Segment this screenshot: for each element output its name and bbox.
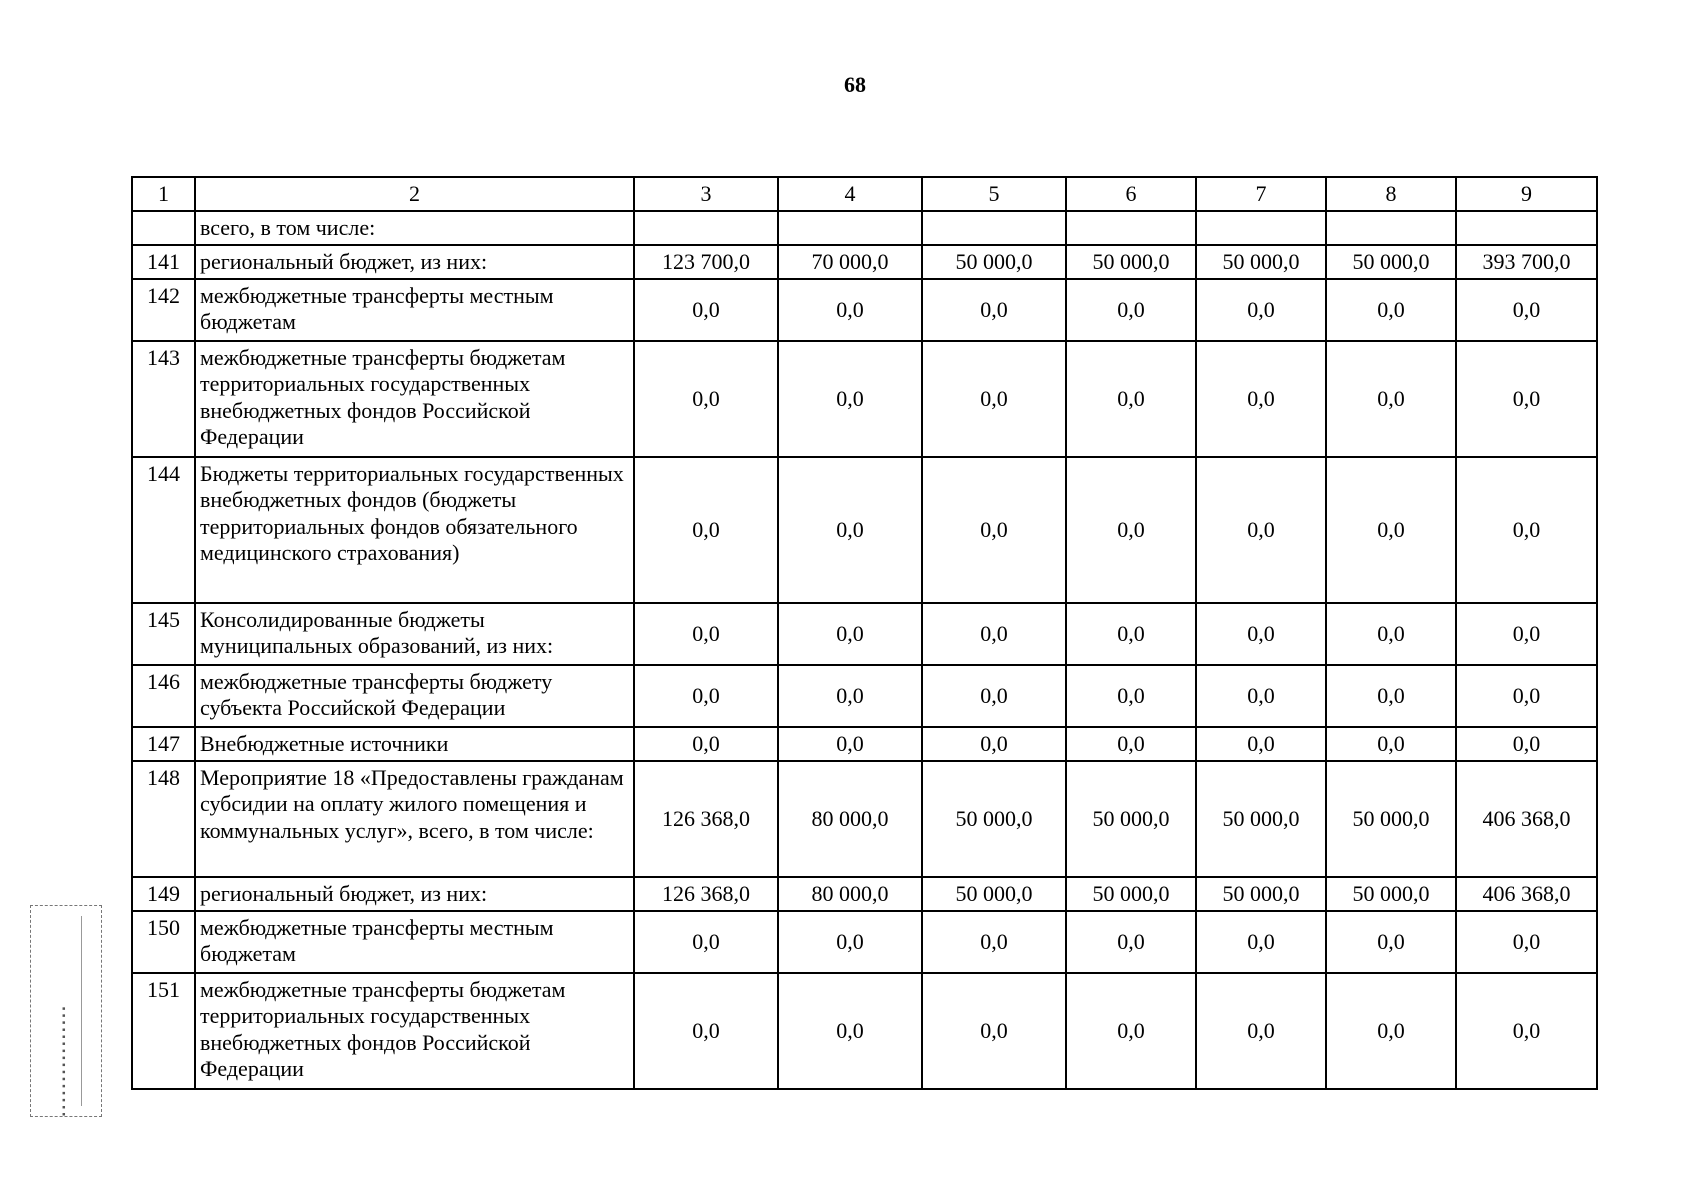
row-name: всего, в том числе:: [195, 211, 634, 245]
table-row: [132, 457, 1597, 603]
value-cell: 0,0: [922, 911, 1066, 973]
value-cell: 0,0: [634, 341, 778, 457]
header-cell: 8: [1326, 177, 1456, 211]
table-row: [132, 279, 1597, 341]
value-cell: 0,0: [778, 457, 922, 603]
value-cell: 0,0: [1326, 727, 1456, 761]
value-cell: 0,0: [634, 603, 778, 665]
value-cell: 50 000,0: [1196, 877, 1326, 911]
value-cell: [922, 211, 1066, 245]
header-cell: 1: [132, 177, 195, 211]
value-cell: 50 000,0: [1326, 877, 1456, 911]
value-cell: 0,0: [778, 911, 922, 973]
row-number: 143: [132, 341, 195, 457]
value-cell: 0,0: [1456, 457, 1597, 603]
value-cell: 0,0: [1196, 603, 1326, 665]
table-row: [132, 911, 1597, 973]
value-cell: [1066, 211, 1196, 245]
header-cell: 6: [1066, 177, 1196, 211]
value-cell: 0,0: [1326, 973, 1456, 1089]
row-number: 145: [132, 603, 195, 665]
value-cell: 0,0: [778, 279, 922, 341]
row-number: 144: [132, 457, 195, 603]
value-cell: 0,0: [1326, 279, 1456, 341]
value-cell: 0,0: [778, 973, 922, 1089]
value-cell: 0,0: [1326, 911, 1456, 973]
value-cell: 0,0: [1066, 665, 1196, 727]
value-cell: 0,0: [1326, 603, 1456, 665]
row-name: межбюджетные трансферты бюджетам территориальных государственных внебюджетных фондов Российской Федерации: [195, 973, 634, 1089]
value-cell: 80 000,0: [778, 761, 922, 877]
table-row: [132, 341, 1597, 457]
row-number: 148: [132, 761, 195, 877]
value-cell: 0,0: [634, 973, 778, 1089]
table-row: [132, 603, 1597, 665]
header-cell: 3: [634, 177, 778, 211]
value-cell: 0,0: [1196, 457, 1326, 603]
value-cell: 50 000,0: [922, 245, 1066, 279]
value-cell: 0,0: [922, 727, 1066, 761]
value-cell: 0,0: [634, 457, 778, 603]
row-name: межбюджетные трансферты бюджетам территориальных государственных внебюджетных фондов Российской Федерации: [195, 341, 634, 457]
value-cell: 393 700,0: [1456, 245, 1597, 279]
value-cell: 50 000,0: [1066, 245, 1196, 279]
value-cell: 50 000,0: [1196, 761, 1326, 877]
table-row: [132, 727, 1597, 761]
value-cell: [1196, 211, 1326, 245]
value-cell: 0,0: [922, 973, 1066, 1089]
row-name: региональный бюджет, из них:: [195, 245, 634, 279]
row-number: 149: [132, 877, 195, 911]
value-cell: 0,0: [778, 341, 922, 457]
value-cell: 80 000,0: [778, 877, 922, 911]
header-cell: 7: [1196, 177, 1326, 211]
row-number: 147: [132, 727, 195, 761]
value-cell: [778, 211, 922, 245]
value-cell: 0,0: [634, 665, 778, 727]
value-cell: 126 368,0: [634, 761, 778, 877]
value-cell: 0,0: [1066, 727, 1196, 761]
value-cell: 0,0: [922, 341, 1066, 457]
table-row: [132, 211, 1597, 245]
row-name: Консолидированные бюджеты муниципальных образований, из них:: [195, 603, 634, 665]
header-cell: 4: [778, 177, 922, 211]
row-number: 142: [132, 279, 195, 341]
value-cell: 0,0: [1066, 457, 1196, 603]
value-cell: 406 368,0: [1456, 761, 1597, 877]
value-cell: 0,0: [1196, 727, 1326, 761]
value-cell: 0,0: [1066, 603, 1196, 665]
value-cell: 0,0: [1066, 973, 1196, 1089]
page-number: 68: [844, 72, 866, 97]
value-cell: 0,0: [1456, 973, 1597, 1089]
value-cell: 0,0: [922, 603, 1066, 665]
value-cell: 0,0: [1066, 341, 1196, 457]
margin-stamp: [30, 905, 102, 1117]
row-name: межбюджетные трансферты бюджету субъекта Российской Федерации: [195, 665, 634, 727]
value-cell: 0,0: [1326, 457, 1456, 603]
value-cell: 0,0: [1456, 279, 1597, 341]
value-cell: 50 000,0: [922, 761, 1066, 877]
table-row: [132, 245, 1597, 279]
value-cell: 0,0: [778, 727, 922, 761]
header-cell: 2: [195, 177, 634, 211]
row-number: 150: [132, 911, 195, 973]
table-row: [132, 665, 1597, 727]
row-name: межбюджетные трансферты местным бюджетам: [195, 279, 634, 341]
table-row: [132, 973, 1597, 1089]
header-cell: 5: [922, 177, 1066, 211]
row-number: 141: [132, 245, 195, 279]
value-cell: 0,0: [1456, 727, 1597, 761]
value-cell: 50 000,0: [1326, 245, 1456, 279]
value-cell: 126 368,0: [634, 877, 778, 911]
value-cell: [634, 211, 778, 245]
value-cell: [1456, 211, 1597, 245]
table-row: [132, 761, 1597, 877]
row-name: Бюджеты территориальных государственных внебюджетных фондов (бюджеты территориальных фондов обязательного медицинского страхования): [195, 457, 634, 603]
value-cell: 0,0: [1326, 665, 1456, 727]
row-name: межбюджетные трансферты местным бюджетам: [195, 911, 634, 973]
table-row: [132, 877, 1597, 911]
value-cell: 406 368,0: [1456, 877, 1597, 911]
value-cell: 0,0: [634, 911, 778, 973]
budget-table: [131, 176, 1598, 1090]
row-name: региональный бюджет, из них:: [195, 877, 634, 911]
value-cell: 50 000,0: [1066, 761, 1196, 877]
value-cell: 0,0: [1196, 973, 1326, 1089]
value-cell: 50 000,0: [1326, 761, 1456, 877]
stamp-text-1: ▪ ▪ ▪ ▪ ▪ ▪ ▪ ▪ ▪ ▪ ▪ ▪ ▪ ▪ ▪ ▪: [59, 1006, 70, 1116]
value-cell: 50 000,0: [1066, 877, 1196, 911]
value-cell: 50 000,0: [1196, 245, 1326, 279]
row-name: Внебюджетные источники: [195, 727, 634, 761]
value-cell: 0,0: [634, 727, 778, 761]
row-number: [132, 211, 195, 245]
value-cell: 0,0: [778, 665, 922, 727]
row-number: 146: [132, 665, 195, 727]
value-cell: 0,0: [1196, 341, 1326, 457]
value-cell: 0,0: [1326, 341, 1456, 457]
value-cell: 70 000,0: [778, 245, 922, 279]
value-cell: 0,0: [634, 279, 778, 341]
value-cell: [1326, 211, 1456, 245]
value-cell: 0,0: [922, 457, 1066, 603]
row-name: Мероприятие 18 «Предоставлены гражданам субсидии на оплату жилого помещения и коммунальных услуг», всего, в том числе:: [195, 761, 634, 877]
row-number: 151: [132, 973, 195, 1089]
header-row: [132, 177, 1597, 211]
value-cell: 0,0: [1066, 911, 1196, 973]
value-cell: 0,0: [1456, 665, 1597, 727]
value-cell: 0,0: [1196, 279, 1326, 341]
value-cell: 123 700,0: [634, 245, 778, 279]
value-cell: 0,0: [1066, 279, 1196, 341]
value-cell: 0,0: [1456, 341, 1597, 457]
value-cell: 50 000,0: [922, 877, 1066, 911]
value-cell: 0,0: [778, 603, 922, 665]
value-cell: 0,0: [1196, 665, 1326, 727]
value-cell: 0,0: [1456, 603, 1597, 665]
value-cell: 0,0: [922, 665, 1066, 727]
value-cell: 0,0: [1196, 911, 1326, 973]
value-cell: 0,0: [1456, 911, 1597, 973]
value-cell: 0,0: [922, 279, 1066, 341]
header-cell: 9: [1456, 177, 1597, 211]
stamp-line: [81, 916, 82, 1106]
